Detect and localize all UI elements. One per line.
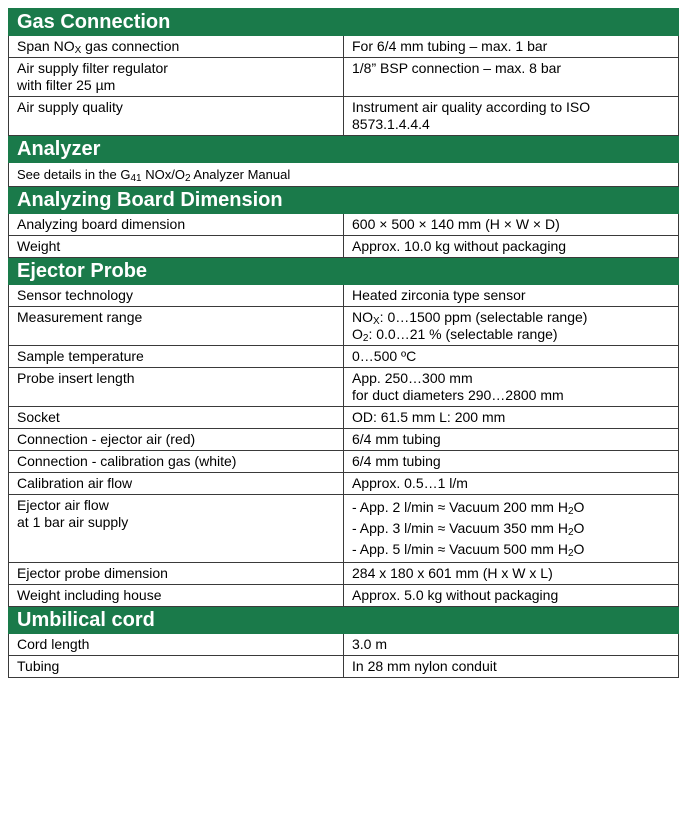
section-header-umbilical-cord — [9, 607, 679, 634]
row-value: Heated zirconia type sensor — [344, 285, 679, 307]
section-title: Ejector Probe — [9, 258, 679, 285]
row-value: 1/8” BSP connection – max. 8 bar — [344, 58, 679, 97]
row-label: Weight including house — [9, 585, 344, 607]
table-row — [9, 214, 679, 236]
row-label: Analyzing board dimension — [9, 214, 344, 236]
table-row — [9, 97, 679, 136]
row-label: Connection - calibration gas (white) — [9, 451, 344, 473]
row-value: OD: 61.5 mm L: 200 mm — [344, 407, 679, 429]
row-label: Sensor technology — [9, 285, 344, 307]
table-row — [9, 58, 679, 97]
row-value: 3.0 m — [344, 634, 679, 656]
specification-table — [8, 8, 679, 678]
row-value: App. 250…300 mm for duct diameters 290…2800 mm — [344, 368, 679, 407]
table-row — [9, 451, 679, 473]
row-value: Instrument air quality according to ISO 8573.1.4.4.4 — [344, 97, 679, 136]
table-row — [9, 473, 679, 495]
row-label: Measurement range — [9, 307, 344, 346]
table-row — [9, 495, 679, 563]
table-row — [9, 163, 679, 187]
table-row — [9, 563, 679, 585]
row-label: Probe insert length — [9, 368, 344, 407]
row-value: 6/4 mm tubing — [344, 451, 679, 473]
section-header-ejector-probe — [9, 258, 679, 285]
table-row — [9, 36, 679, 58]
section-header-gas-connection — [9, 9, 679, 36]
row-value: 600 × 500 × 140 mm (H × W × D) — [344, 214, 679, 236]
analyzer-note: See details in the $G_{41}$ NOx/$O_2$ Analyzer Manual — [9, 163, 679, 187]
row-label: Air supply quality — [9, 97, 344, 136]
row-value: 0…500 ºC — [344, 346, 679, 368]
table-row — [9, 346, 679, 368]
table-row — [9, 285, 679, 307]
row-value: Approx. 5.0 kg without packaging — [344, 585, 679, 607]
row-value: - App. 2 l/min ≈ Vacuum 200 mm $H_2O$ - App. 3 l/min ≈ Vacuum 350 mm $H_2O$ - App. 5 l/min ≈ Vacuum 500 mm $H_2O$ — [344, 495, 679, 563]
row-label: Sample temperature — [9, 346, 344, 368]
table-row — [9, 407, 679, 429]
section-title: Analyzer — [9, 136, 679, 163]
table-row — [9, 236, 679, 258]
section-title: Umbilical cord — [9, 607, 679, 634]
table-row — [9, 307, 679, 346]
section-header-analyzer — [9, 136, 679, 163]
section-title: Gas Connection — [9, 9, 679, 36]
row-value: 6/4 mm tubing — [344, 429, 679, 451]
row-label: Calibration air flow — [9, 473, 344, 495]
table-row — [9, 585, 679, 607]
table-row — [9, 634, 679, 656]
row-value: $NO_X$: 0…1500 ppm (selectable range) $O_2$: 0.0…21 % (selectable range) — [344, 307, 679, 346]
row-label: Weight — [9, 236, 344, 258]
section-title: Analyzing Board Dimension — [9, 187, 679, 214]
row-value: In 28 mm nylon conduit — [344, 656, 679, 678]
row-value: 284 x 180 x 601 mm (H x W x L) — [344, 563, 679, 585]
row-value: Approx. 0.5…1 l/m — [344, 473, 679, 495]
table-row — [9, 429, 679, 451]
table-row — [9, 656, 679, 678]
row-label: Socket — [9, 407, 344, 429]
row-label: Connection - ejector air (red) — [9, 429, 344, 451]
row-value: Approx. 10.0 kg without packaging — [344, 236, 679, 258]
row-label: Span $NO_X$ gas connection — [9, 36, 344, 58]
section-header-analyzing-board-dimension — [9, 187, 679, 214]
row-value: For 6/4 mm tubing – max. 1 bar — [344, 36, 679, 58]
row-label: Ejector air flow at 1 bar air supply — [9, 495, 344, 563]
table-row — [9, 368, 679, 407]
row-label: Ejector probe dimension — [9, 563, 344, 585]
row-label: Air supply filter regulator with filter 25 µm — [9, 58, 344, 97]
row-label: Cord length — [9, 634, 344, 656]
row-label: Tubing — [9, 656, 344, 678]
